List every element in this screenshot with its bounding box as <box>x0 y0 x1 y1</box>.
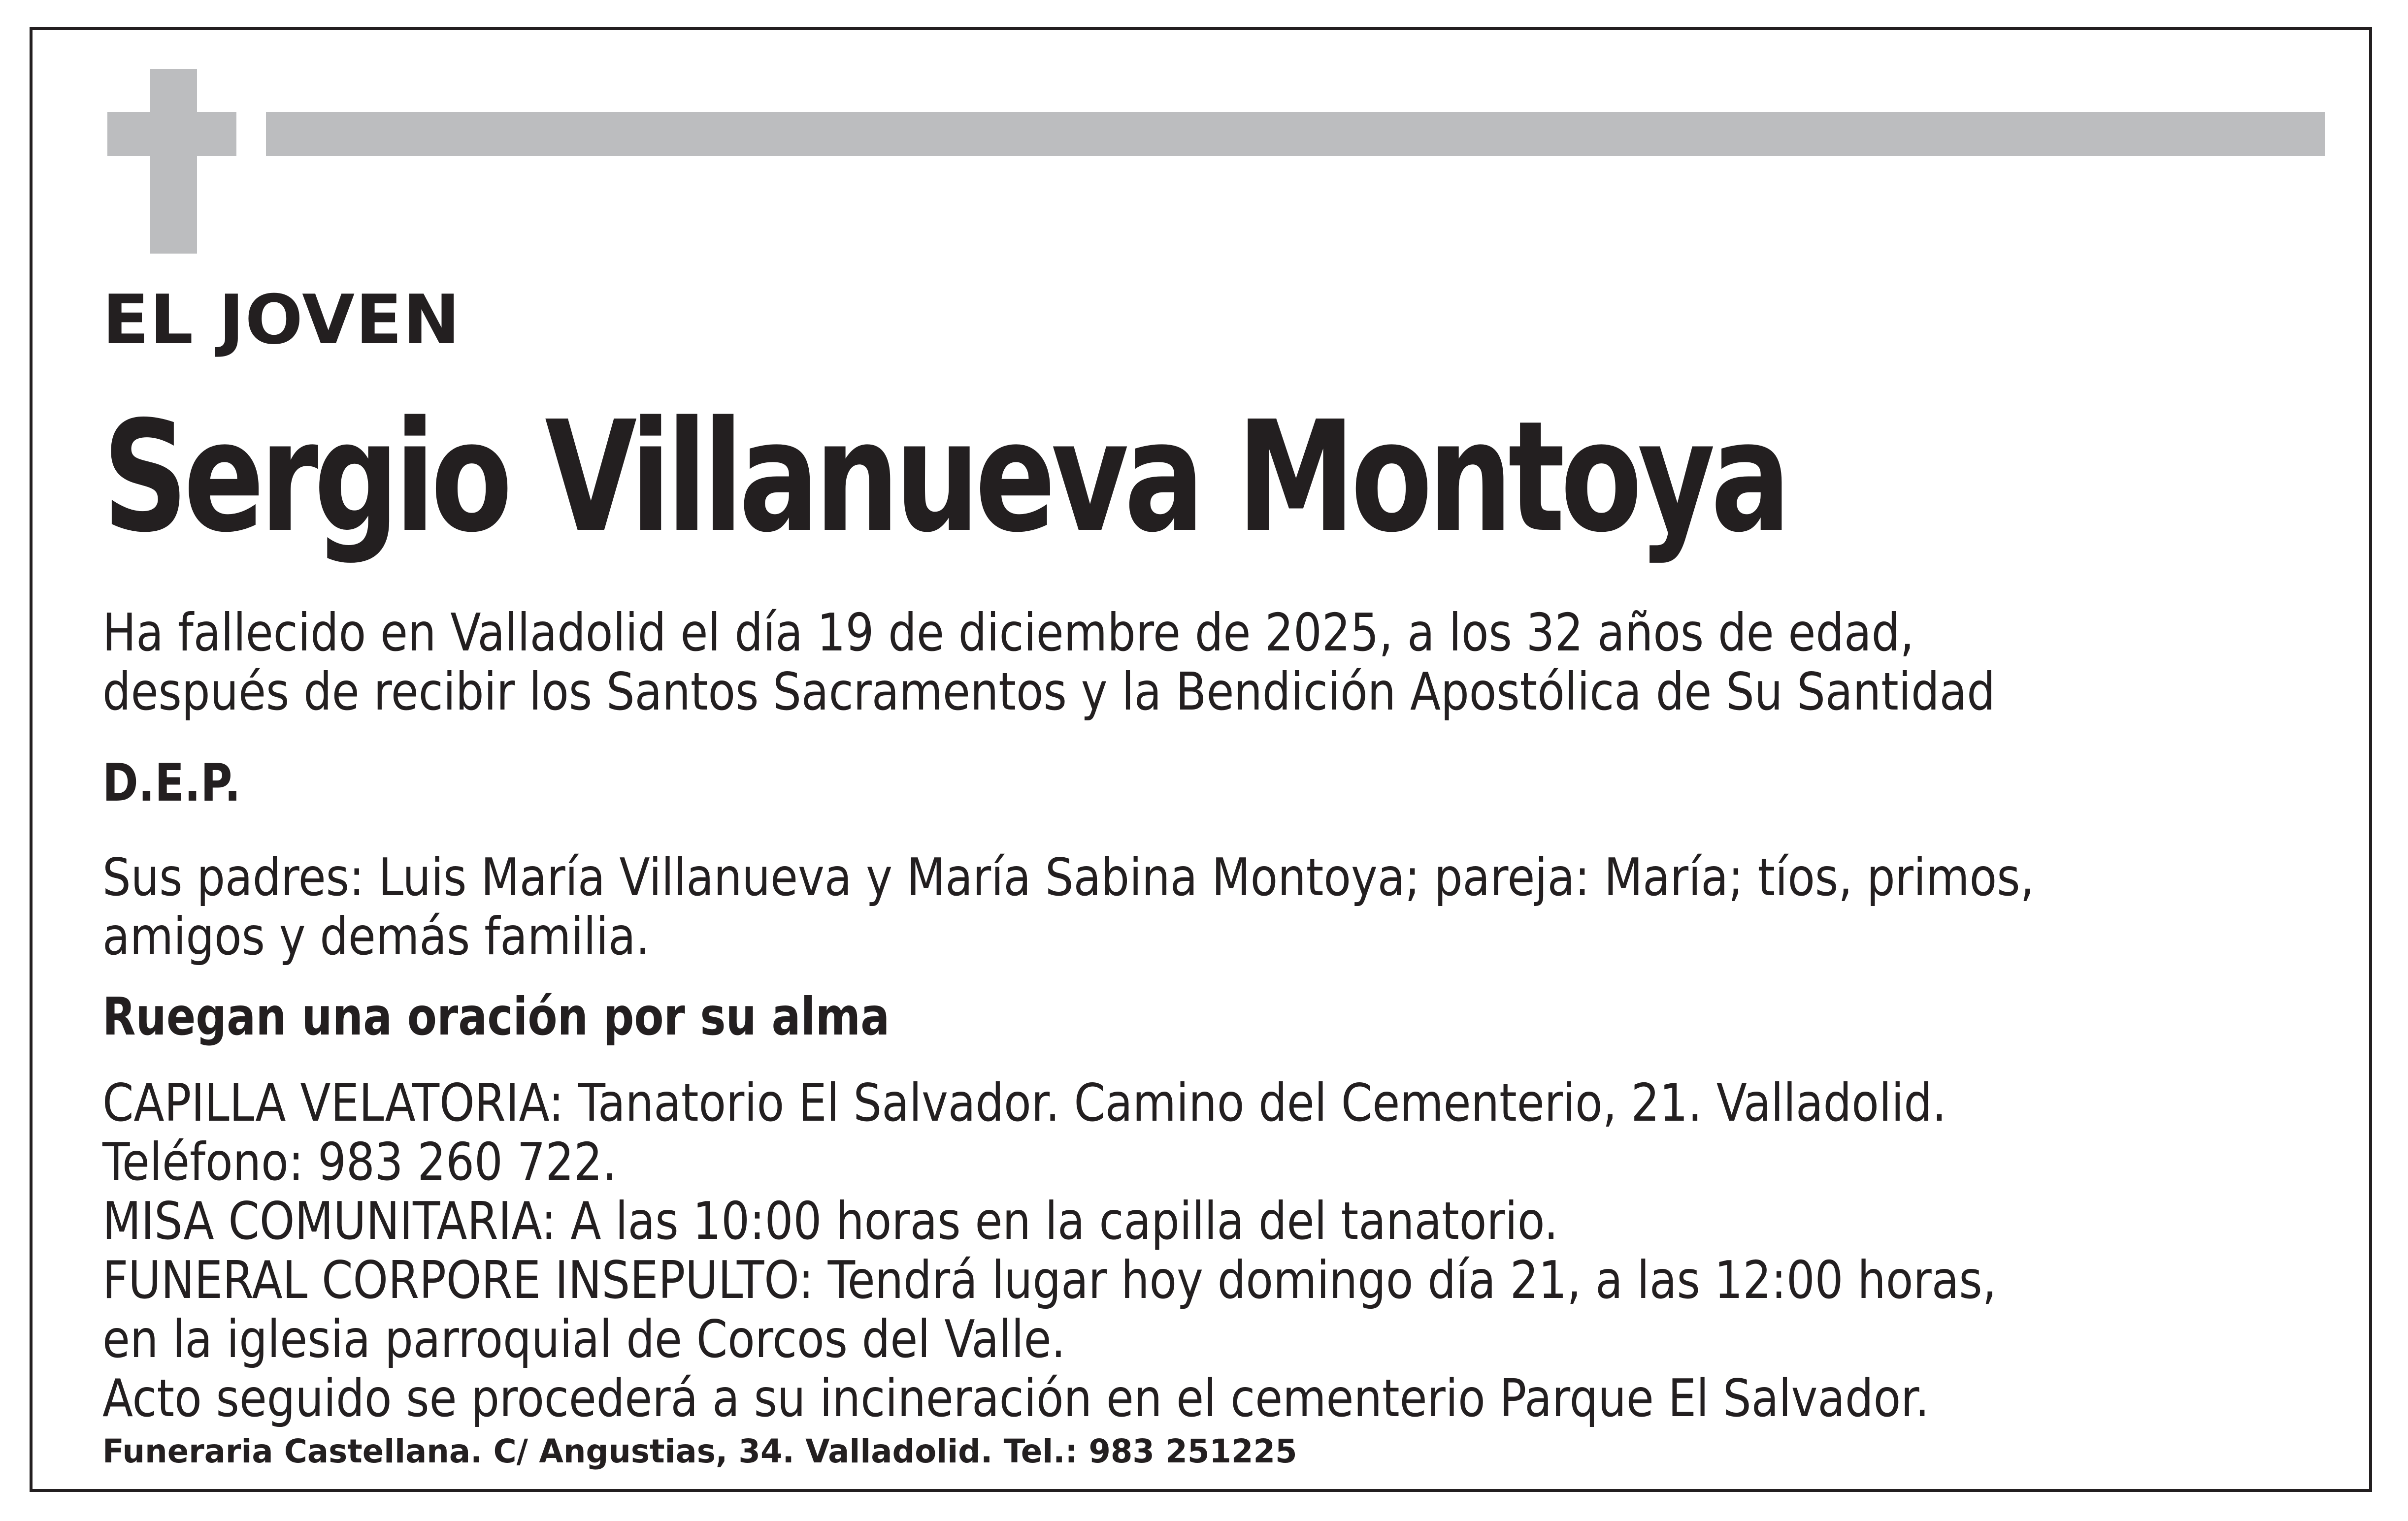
cross-icon-arm <box>107 112 236 156</box>
service-line: CAPILLA VELATORIA: Tanatorio El Salvador. Camino del Cementerio, 21. Valladolid. <box>102 1073 1946 1133</box>
prayer-request: Ruegan una oración por su alma <box>102 987 890 1047</box>
service-details <box>102 1073 1997 1428</box>
service-line: en la iglesia parroquial de Corcos del Valle. <box>102 1309 1066 1369</box>
cross-icon <box>150 69 197 254</box>
service-line: MISA COMUNITARIA: A las 10:00 horas en la capilla del tanatorio. <box>102 1191 1558 1251</box>
header-rule <box>266 112 2325 156</box>
death-statement <box>102 603 1995 721</box>
deceased-name: Sergio Villanueva Montoya <box>102 388 1786 566</box>
family-line: amigos y demás familia. <box>102 906 650 967</box>
death-line: después de recibir los Santos Sacramentos y la Bendición Apostólica de Su Santidad <box>102 662 1995 722</box>
service-line: Teléfono: 983 260 722. <box>102 1132 617 1192</box>
service-line: FUNERAL CORPORE INSEPULTO: Tendrá lugar hoy domingo día 21, a las 12:00 horas, <box>102 1250 1997 1310</box>
service-line: Acto seguido se procederá a su incineración en el cementerio Parque El Salvador. <box>102 1368 1930 1428</box>
lead-title: EL JOVEN <box>102 280 461 359</box>
rip-label: D.E.P. <box>102 753 241 813</box>
family-line: Sus padres: Luis María Villanueva y María Sabina Montoya; pareja: María; tíos, primos, <box>102 847 2035 907</box>
death-line: Ha fallecido en Valladolid el día 19 de diciembre de 2025, a los 32 años de edad, <box>102 603 1914 663</box>
family-statement <box>102 848 2034 966</box>
funeral-home-footer: Funeraria Castellana. C/ Angustias, 34. Valladolid. Tel.: 983 251225 <box>102 1432 1297 1470</box>
